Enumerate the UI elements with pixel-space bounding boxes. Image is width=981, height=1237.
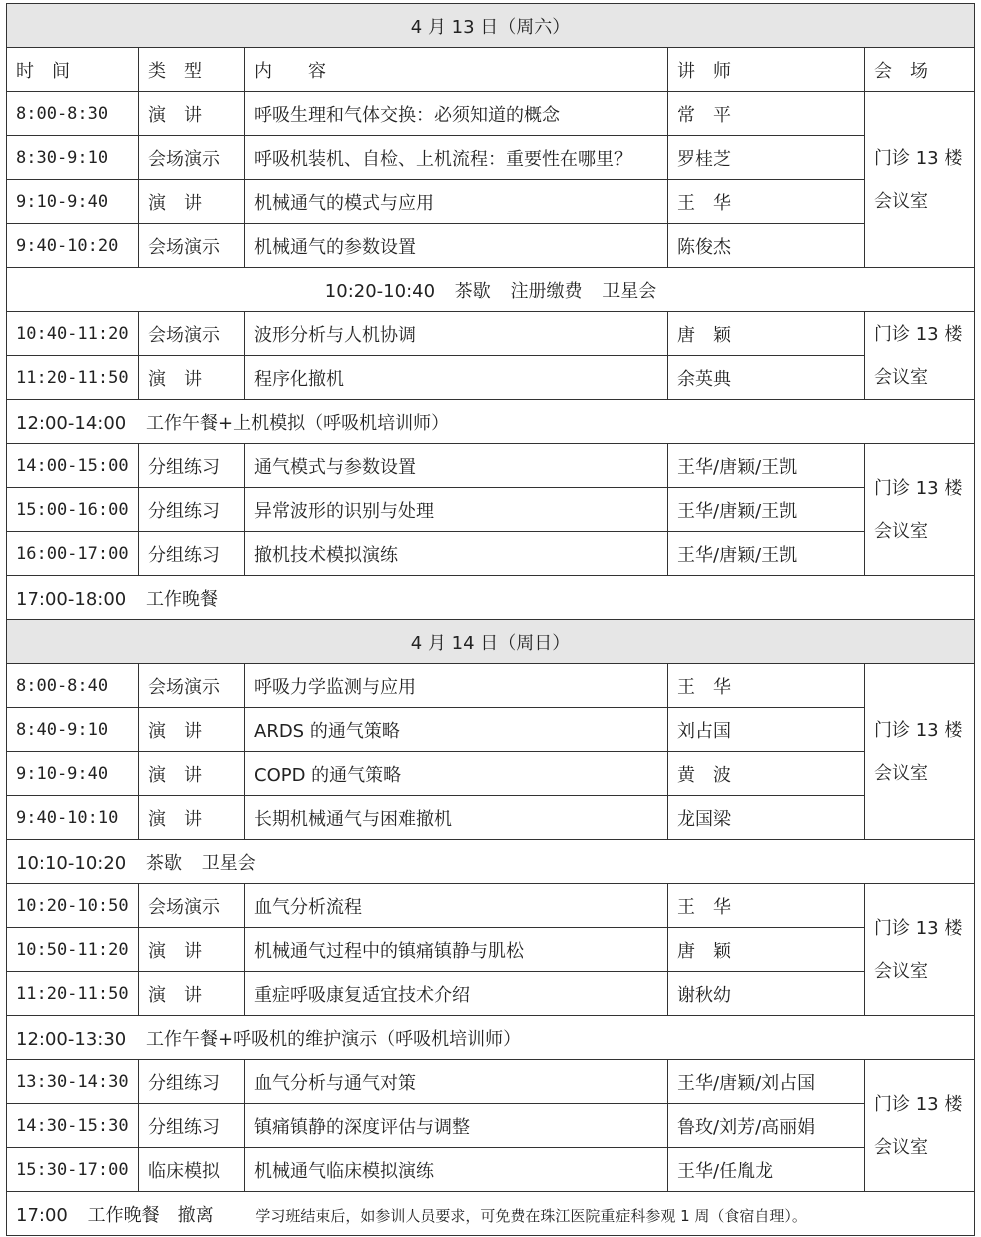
time-cell: 10:50-11:20: [7, 928, 139, 972]
venue-line: 会议室: [874, 762, 928, 784]
break-cell: [7, 268, 975, 312]
time-cell: 15:00-16:00: [7, 488, 139, 532]
table-row: [7, 1060, 975, 1104]
venue-line: 会议室: [874, 190, 928, 212]
end-note: 学习班结束后，如参训人员要求，可免费在珠江医院重症科参观 1 周（食宿自理）。: [255, 1206, 807, 1225]
table-row: [7, 752, 975, 796]
table-row: [7, 796, 975, 840]
venue-line: 门诊 13 楼: [874, 719, 963, 741]
table-row: [7, 1104, 975, 1148]
table-row: [7, 356, 975, 400]
speaker-cell: 王华/唐颖/刘占国: [668, 1060, 865, 1104]
speaker-cell: 唐 颖: [668, 928, 865, 972]
break-item: 茶歇: [145, 852, 182, 874]
speaker-cell: 余英典: [668, 356, 865, 400]
column-header-speaker: 讲 师: [668, 48, 865, 92]
type-cell: 演 讲: [139, 356, 245, 400]
time-cell: 9:10-9:40: [7, 752, 139, 796]
end-row: [7, 1192, 975, 1236]
end-text: 工作晚餐 撤离: [87, 1204, 214, 1226]
type-cell: 分组练习: [139, 488, 245, 532]
break-time: 12:00-13:30: [16, 1028, 127, 1050]
venue-line: 门诊 13 楼: [874, 477, 963, 499]
break-time: 17:00-18:00: [16, 588, 127, 610]
table-row: [7, 532, 975, 576]
table-row: [7, 312, 975, 356]
content-cell: 机械通气的参数设置: [245, 224, 668, 268]
speaker-cell: 王华/唐颖/王凯: [668, 488, 865, 532]
break-text: 工作晚餐: [145, 588, 218, 610]
time-cell: 9:10-9:40: [7, 180, 139, 224]
type-cell: 会场演示: [139, 136, 245, 180]
content-cell: 镇痛镇静的深度评估与调整: [245, 1104, 668, 1148]
venue-line: 会议室: [874, 960, 928, 982]
venue-line: 会议室: [874, 366, 928, 388]
content-cell: 呼吸生理和气体交换：必须知道的概念: [245, 92, 668, 136]
type-cell: 会场演示: [139, 312, 245, 356]
break-time: 10:10-10:20: [16, 852, 127, 874]
table-row: [7, 708, 975, 752]
time-cell: 10:40-11:20: [7, 312, 139, 356]
content-cell: 通气模式与参数设置: [245, 444, 668, 488]
type-cell: 演 讲: [139, 708, 245, 752]
table-row: [7, 1148, 975, 1192]
speaker-cell: 罗桂芝: [668, 136, 865, 180]
table-row: [7, 180, 975, 224]
type-cell: 演 讲: [139, 92, 245, 136]
table-row: [7, 136, 975, 180]
break-item: 卫星会: [201, 852, 256, 874]
content-cell: 呼吸机装机、自检、上机流程：重要性在哪里？: [245, 136, 668, 180]
break-cell: [7, 400, 975, 444]
content-cell: 呼吸力学监测与应用: [245, 664, 668, 708]
type-cell: 演 讲: [139, 752, 245, 796]
time-cell: 9:40-10:20: [7, 224, 139, 268]
day-title: 4 月 14 日（周日）: [7, 620, 975, 664]
type-cell: 临床模拟: [139, 1148, 245, 1192]
type-cell: 分组练习: [139, 532, 245, 576]
venue-line: 会议室: [874, 1136, 928, 1158]
table-row: [7, 664, 975, 708]
speaker-cell: 王华/任胤龙: [668, 1148, 865, 1192]
time-cell: 8:40-9:10: [7, 708, 139, 752]
type-cell: 演 讲: [139, 928, 245, 972]
content-cell: 程序化撤机: [245, 356, 668, 400]
break-row: [7, 268, 975, 312]
time-cell: 13:30-14:30: [7, 1060, 139, 1104]
break-text: 工作午餐+上机模拟（呼吸机培训师）: [145, 412, 450, 434]
type-cell: 会场演示: [139, 664, 245, 708]
table-row: [7, 928, 975, 972]
break-cell: [7, 1016, 975, 1060]
venue-line: 门诊 13 楼: [874, 147, 963, 169]
venue-cell: [865, 664, 975, 840]
break-cell: [7, 576, 975, 620]
speaker-cell: 黄 波: [668, 752, 865, 796]
table-row: [7, 224, 975, 268]
content-cell: COPD 的通气策略: [245, 752, 668, 796]
speaker-cell: 鲁玫/刘芳/高丽娟: [668, 1104, 865, 1148]
type-cell: 分组练习: [139, 1104, 245, 1148]
time-cell: 11:20-11:50: [7, 972, 139, 1016]
content-cell: ARDS 的通气策略: [245, 708, 668, 752]
venue-line: 门诊 13 楼: [874, 1093, 963, 1115]
speaker-cell: 谢秋幼: [668, 972, 865, 1016]
type-cell: 演 讲: [139, 972, 245, 1016]
speaker-cell: 常 平: [668, 92, 865, 136]
speaker-cell: 唐 颖: [668, 312, 865, 356]
speaker-cell: 王 华: [668, 180, 865, 224]
schedule-table: [6, 3, 975, 1236]
content-cell: 血气分析流程: [245, 884, 668, 928]
venue-line: 门诊 13 楼: [874, 917, 963, 939]
content-cell: 长期机械通气与困难撤机: [245, 796, 668, 840]
break-time: 12:00-14:00: [16, 412, 127, 434]
content-cell: 血气分析与通气对策: [245, 1060, 668, 1104]
venue-cell: [865, 884, 975, 1016]
content-cell: 机械通气的模式与应用: [245, 180, 668, 224]
end-time: 17:00: [16, 1204, 68, 1226]
column-header-row: [7, 48, 975, 92]
speaker-cell: 刘占国: [668, 708, 865, 752]
venue-line: 会议室: [874, 520, 928, 542]
column-header-venue: 会 场: [865, 48, 975, 92]
type-cell: 演 讲: [139, 796, 245, 840]
column-header-type: 类 型: [139, 48, 245, 92]
break-row: [7, 1016, 975, 1060]
speaker-cell: 王 华: [668, 664, 865, 708]
content-cell: 机械通气临床模拟演练: [245, 1148, 668, 1192]
break-item: 卫星会: [602, 280, 657, 302]
venue-cell: [865, 312, 975, 400]
break-item: 茶歇: [454, 280, 491, 302]
end-cell: [7, 1192, 975, 1236]
time-cell: 8:00-8:40: [7, 664, 139, 708]
break-time: 10:20-10:40: [324, 280, 436, 302]
time-cell: 11:20-11:50: [7, 356, 139, 400]
content-cell: 波形分析与人机协调: [245, 312, 668, 356]
column-header-content: 内 容: [245, 48, 668, 92]
venue-cell: [865, 444, 975, 576]
table-row: [7, 884, 975, 928]
venue-cell: [865, 1060, 975, 1192]
time-cell: 14:30-15:30: [7, 1104, 139, 1148]
speaker-cell: 王华/唐颖/王凯: [668, 532, 865, 576]
content-cell: 撤机技术模拟演练: [245, 532, 668, 576]
break-item: 注册缴费: [510, 280, 583, 302]
type-cell: 演 讲: [139, 180, 245, 224]
speaker-cell: 龙国梁: [668, 796, 865, 840]
break-row: [7, 576, 975, 620]
table-row: [7, 92, 975, 136]
content-cell: 机械通气过程中的镇痛镇静与肌松: [245, 928, 668, 972]
speaker-cell: 陈俊杰: [668, 224, 865, 268]
speaker-cell: 王华/唐颖/王凯: [668, 444, 865, 488]
time-cell: 8:30-9:10: [7, 136, 139, 180]
venue-cell: [865, 92, 975, 268]
content-cell: 重症呼吸康复适宜技术介绍: [245, 972, 668, 1016]
type-cell: 分组练习: [139, 1060, 245, 1104]
break-row: [7, 400, 975, 444]
speaker-cell: 王 华: [668, 884, 865, 928]
break-cell: [7, 840, 975, 884]
content-cell: 异常波形的识别与处理: [245, 488, 668, 532]
break-text: 工作午餐+呼吸机的维护演示（呼吸机培训师）: [145, 1028, 522, 1050]
type-cell: 会场演示: [139, 224, 245, 268]
time-cell: 10:20-10:50: [7, 884, 139, 928]
time-cell: 16:00-17:00: [7, 532, 139, 576]
table-row: [7, 972, 975, 1016]
table-row: [7, 444, 975, 488]
type-cell: 会场演示: [139, 884, 245, 928]
time-cell: 9:40-10:10: [7, 796, 139, 840]
time-cell: 15:30-17:00: [7, 1148, 139, 1192]
time-cell: 14:00-15:00: [7, 444, 139, 488]
type-cell: 分组练习: [139, 444, 245, 488]
break-row: [7, 840, 975, 884]
table-row: [7, 488, 975, 532]
time-cell: 8:00-8:30: [7, 92, 139, 136]
day-title: 4 月 13 日（周六）: [7, 4, 975, 48]
column-header-time: 时 间: [7, 48, 139, 92]
venue-line: 门诊 13 楼: [874, 323, 963, 345]
